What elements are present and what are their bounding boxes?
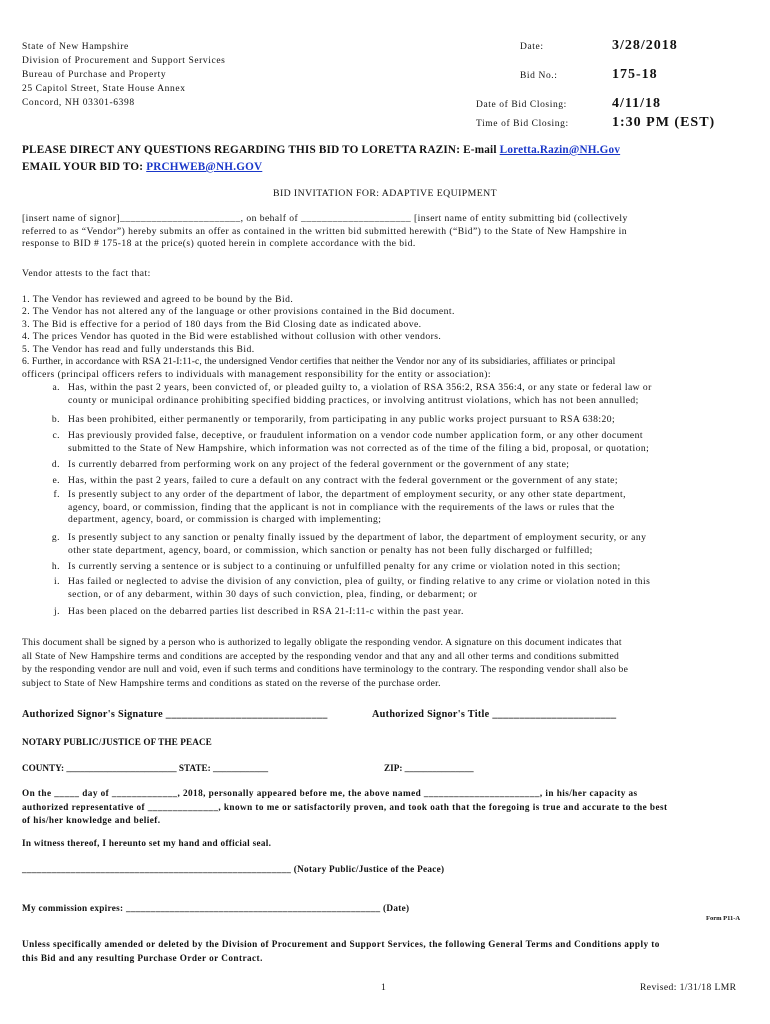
witness-statement: In witness thereof, I hereunto set my hand and official seal. [22, 838, 272, 848]
sub-item: d. Is currently debarred from performing work on any project of the federal government or the government of any state; [51, 459, 570, 470]
notary-signature-field[interactable]: _______________________________________________________ (Notary Public/Justice of the Peace) [22, 864, 445, 874]
sub-item: j. Has been placed on the debarred parties list described in RSA 21-I:11-c within the past year. [54, 606, 464, 617]
general-terms-notice: Unless specifically amended or deleted by the Division of Procurement and Support Services, the following General Terms and Conditions apply to this Bid and any resulting Purchase Order or Contract. [22, 939, 660, 963]
signor-title-field[interactable]: Authorized Signor's Title _______________________ [372, 709, 617, 720]
form-id: Form P11-A [706, 915, 741, 922]
page-number: 1 [381, 982, 386, 993]
county-state-field[interactable]: COUNTY: ________________________ STATE: ____________ [22, 763, 269, 773]
questions-line: PLEASE DIRECT ANY QUESTIONS REGARDING THIS BID TO LORETTA RAZIN: E-mail Loretta.Razin@NH.Gov [22, 144, 621, 156]
commission-expires-field[interactable]: My commission expires: ____________________________________________________ (Date) [22, 903, 410, 913]
org-line: Division of Procurement and Support Services [22, 56, 226, 66]
closing-date-value: 4/11/18 [612, 96, 662, 111]
list-item: 6. Further, in accordance with RSA 21-I:11-c, the undersigned Vendor certifies that neither the Vendor nor any of its subsidiaries, affiliates or principal [22, 356, 616, 367]
zip-field[interactable]: ZIP: _______________ [384, 763, 474, 773]
list-item: 3. The Bid is effective for a period of 180 days from the Bid Closing date as indicated above. [22, 319, 422, 330]
list-item: 5. The Vendor has read and fully understands this Bid. [22, 344, 255, 355]
contact-block [22, 142, 620, 176]
org-line: State of New Hampshire [22, 42, 129, 52]
revised-date: Revised: 1/31/18 LMR [640, 982, 737, 993]
date-value: 3/28/2018 [612, 38, 678, 53]
signor-signature-field[interactable]: Authorized Signor's Signature ______________________________ [22, 709, 328, 720]
attests-label: Vendor attests to the fact that: [22, 268, 151, 279]
sub-item: a. Has, within the past 2 years, been convicted of, or pleaded guilty to, a violation of RSA 356:2, RSA 356:4, or any state or federal law or county or municipal ordinance prohibiting specified bidding practices, or involving antitrust violations, which has not been annulled; [52, 382, 652, 406]
org-line: Bureau of Purchase and Property [22, 70, 167, 80]
questions-email-link[interactable]: Loretta.Razin@NH.Gov [499, 144, 621, 156]
notary-appearance-text: On the _____ day of _____________, 2018, personally appeared before me, the above named _______________________, in his/her capacity as authorized representative of ______________, known to me or satisfactorily proven, and took oath that the foregoing is true and accurate to the best of his/her knowledge and belief. [22, 788, 668, 825]
email-bid-link[interactable]: PRCHWEB@NH.GOV [146, 161, 263, 173]
sub-item: c. Has previously provided false, deceptive, or fraudulent information on a vendor code number application form, or any other document submitted to the State of New Hampshire, which information was not corrected as of the time of the filing a bid, proposal, or quotation; [52, 430, 650, 454]
intro-paragraph: [insert name of signor]_______________________, on behalf of _____________________ [insert name of entity submitting bid (collectively referred to as “Vendor”) hereby submits an offer as contained in the written bid submitted herewith (“Bid”) to the State of New Hampshire in response to BID # 175-18 at the price(s) quoted herein in complete accordance with the bid. [22, 213, 628, 249]
list-item: 1. The Vendor has reviewed and agreed to be bound by the Bid. [22, 294, 294, 305]
date-label: Date: [520, 42, 544, 52]
sub-item: e. Has, within the past 2 years, failed to cure a default on any contract with the federal government or the government of any state; [52, 475, 619, 486]
closing-time-value: 1:30 PM (EST) [612, 115, 716, 130]
signature-paragraph: This document shall be signed by a person who is authorized to legally obligate the responding vendor. A signature on this document indicates that all State of New Hampshire terms and conditions are accepted by the responding vendor and that any and all other terms and conditions submitted by the responding vendor are null and void, even if such terms and conditions have terminology to the contrary. The responding vendor shall also be subject to State of New Hampshire terms and conditions as stated on the reverse of the purchase order. [22, 637, 629, 689]
org-line: 25 Capitol Street, State House Annex [22, 84, 186, 94]
bid-no-value: 175-18 [612, 67, 658, 82]
sub-item: b. Has been prohibited, either permanently or temporarily, from participating in any public works project pursuant to RSA 638:20; [51, 414, 616, 425]
closing-date-label: Date of Bid Closing: [476, 100, 567, 110]
list-item: 2. The Vendor has not altered any of the language or other provisions contained in the Bid document. [22, 306, 455, 317]
sub-item: i. Has failed or neglected to advise the division of any conviction, plea of guilty, or finding relative to any crime or violation noted in this section, or of any debarment, within 30 days of such conviction, plea, finding, or debarment; or [54, 576, 651, 600]
sub-item: f. Is presently subject to any order of the department of labor, the department of employment security, or any other state department, agency, board, or commission, finding that the applicant is not in compliance with the requirements of the laws or rules that the department, agency, board, or commission is charged with implementing; [53, 489, 626, 526]
page-title: BID INVITATION FOR: ADAPTIVE EQUIPMENT [273, 188, 497, 199]
sub-item: g. Is presently subject to any sanction or penalty finally issued by the department of labor, the department of employment security, or any other state department, agency, board, or commission, which sanction or penalty has not been fully discharged or fulfilled; [51, 532, 647, 556]
notary-heading: NOTARY PUBLIC/JUSTICE OF THE PEACE [22, 737, 212, 747]
closing-time-label: Time of Bid Closing: [476, 119, 569, 129]
bid-no-label: Bid No.: [520, 71, 558, 81]
org-line: Concord, NH 03301-6398 [22, 98, 135, 108]
email-bid-line: EMAIL YOUR BID TO: PRCHWEB@NH.GOV [22, 161, 263, 173]
list-item-continuation: officers (principal officers refers to individuals with management responsibility for the entity or association): [22, 369, 492, 380]
list-item: 4. The prices Vendor has quoted in the Bid were established without collusion with other vendors. [22, 331, 442, 342]
sub-item: h. Is currently serving a sentence or is subject to a continuing or unfulfilled penalty for any crime or violation noted in this section; [51, 561, 621, 572]
org-address [22, 40, 225, 110]
